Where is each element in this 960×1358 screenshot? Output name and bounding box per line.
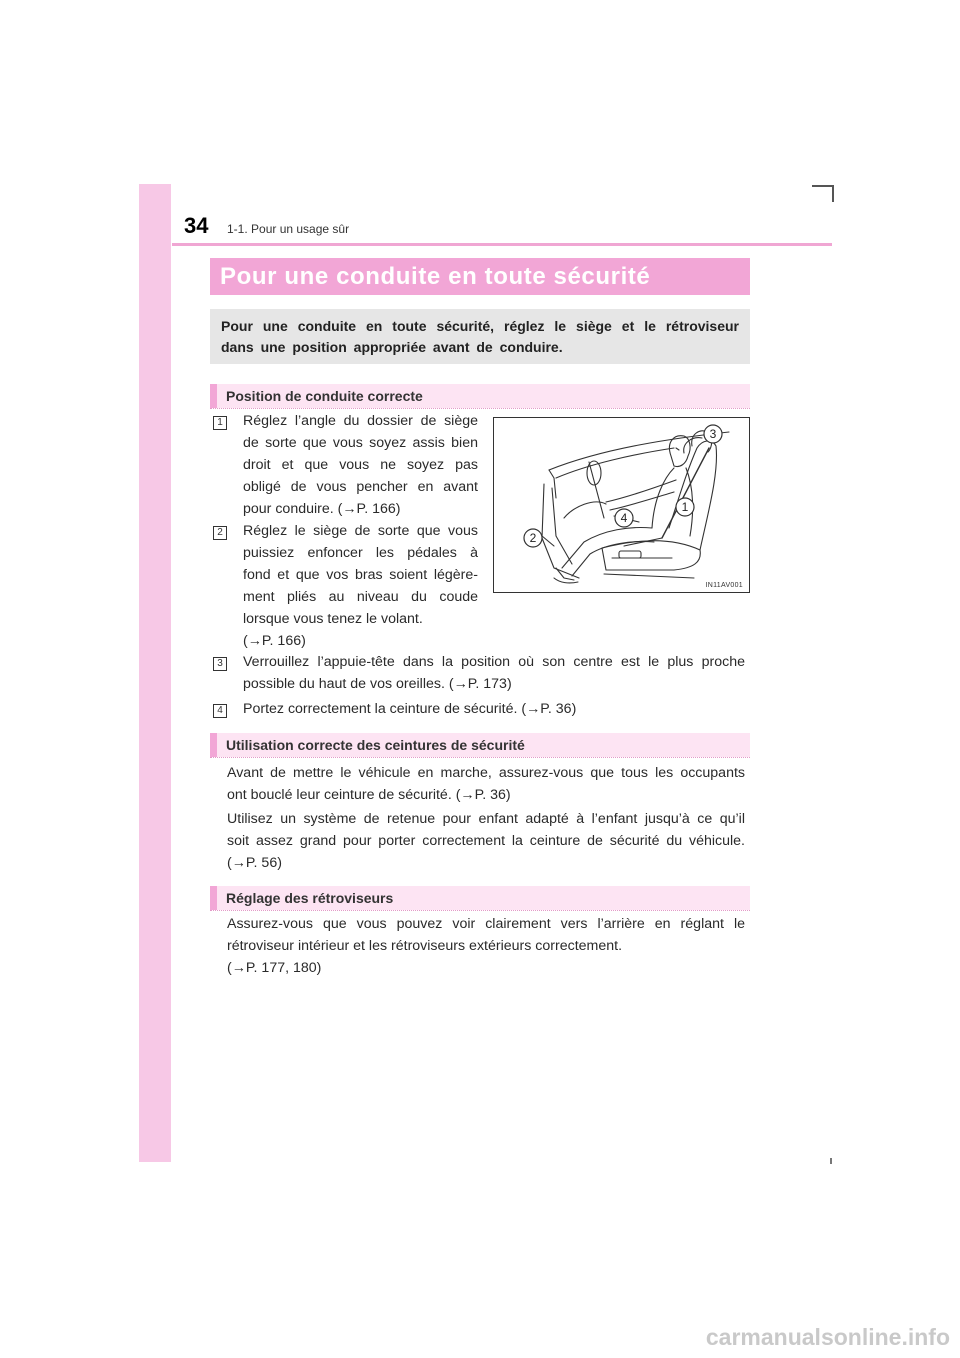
crop-mark-small — [830, 1158, 832, 1164]
step-number-4: 4 — [213, 704, 227, 718]
text-line: Réglez l’angle du dossier de siège — [243, 413, 478, 429]
section-heading-seatbelts — [210, 733, 750, 757]
text-line: pour conduire. (→P. 166) — [243, 501, 401, 517]
figure-code: IN11AV001 — [705, 582, 743, 589]
section-heading-label: Réglage des rétroviseurs — [226, 890, 394, 906]
mirrors-paragraph — [227, 913, 745, 979]
page-number: 34 — [184, 213, 209, 238]
section-heading-label: Position de conduite correcte — [226, 388, 423, 404]
text-line: Utilisez un système de retenue pour enfant adapté à l’enfant jusqu’à ce qu’il — [227, 811, 745, 827]
text-line: lorsque vous tenez le volant. — [243, 611, 423, 627]
callout-3: 3 — [709, 427, 717, 441]
text-line: Réglez le siège de sorte que vous — [243, 523, 478, 539]
page-title-box — [210, 258, 750, 295]
crop-mark — [812, 185, 834, 202]
text-line: Portez correctement la ceinture de sécurité. (→P. 36) — [243, 701, 577, 717]
step-1-text — [243, 410, 478, 520]
step-3-text — [243, 651, 745, 695]
page-title: Pour une conduite en toute sécurité — [220, 263, 651, 290]
section-heading-position — [210, 384, 750, 408]
text-line: (→P. 56) — [227, 855, 282, 871]
text-line: Avant de mettre le véhicule en marche, assurez-vous que tous les occupants — [227, 765, 745, 781]
text-line: possible du haut de vos oreilles. (→P. 173) — [243, 676, 512, 692]
text-line: fond et que vos bras soient légère- — [243, 567, 478, 583]
text-line: ment pliés au niveau du coude — [243, 589, 478, 605]
step-number-1: 1 — [213, 416, 227, 430]
section-divider — [210, 408, 750, 409]
watermark: carmanualsonline.info — [705, 1324, 950, 1350]
text-line: rétroviseur intérieur et les rétroviseurs extérieurs correctement. — [227, 938, 623, 954]
section-heading-mirrors — [210, 886, 750, 910]
text-line: de sorte que vous soyez assis bien — [243, 435, 478, 451]
seat-position-illustration — [493, 417, 750, 593]
section-divider — [210, 757, 750, 758]
text-line: droit et que vous ne soyez pas — [243, 457, 478, 473]
intro-text: Pour une conduite en toute sécurité, réglez le siège et le rétroviseur dans une position appropriée avant de conduire. — [221, 318, 739, 355]
side-tab-bar — [139, 184, 171, 1162]
callout-2: 2 — [529, 531, 537, 545]
driver-seat-drawing — [494, 418, 749, 592]
text-line: obligé de vous pencher en avant — [243, 479, 478, 495]
text-line: (→P. 166) — [243, 633, 306, 649]
seatbelt-paragraph-1 — [227, 762, 745, 806]
text-line: puissiez enfoncer les pédales à — [243, 545, 478, 561]
text-line: soit assez grand pour porter correctement la ceinture de sécurité du véhicule. — [227, 833, 745, 849]
step-number-3: 3 — [213, 657, 227, 671]
step-4-text — [243, 698, 745, 720]
callout-1: 1 — [681, 500, 689, 514]
section-heading-label: Utilisation correcte des ceintures de sécurité — [226, 737, 525, 753]
step-number-2: 2 — [213, 526, 227, 540]
section-divider — [210, 910, 750, 911]
header-divider — [172, 243, 832, 246]
intro-box — [210, 309, 750, 364]
section-header: 1-1. Pour un usage sûr — [227, 222, 350, 236]
text-line: ont bouclé leur ceinture de sécurité. (→P. 36) — [227, 787, 511, 803]
text-line: Assurez-vous que vous pouvez voir clairement vers l’arrière en réglant le — [227, 916, 745, 932]
step-2-text — [243, 520, 478, 652]
callout-4: 4 — [620, 511, 628, 525]
text-line: (→P. 177, 180) — [227, 960, 322, 976]
text-line: Verrouillez l’appuie-tête dans la position où son centre est le plus proche — [243, 654, 745, 670]
seatbelt-paragraph-2 — [227, 808, 745, 874]
